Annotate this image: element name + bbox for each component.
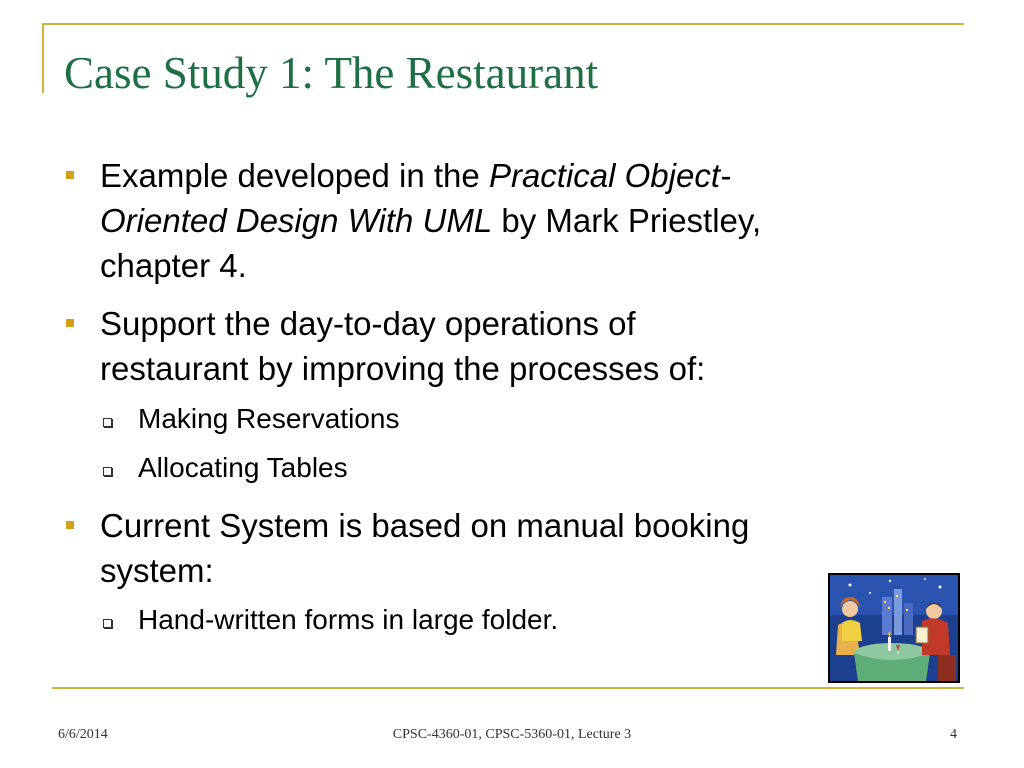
slide-title: Case Study 1: The Restaurant (64, 48, 599, 98)
bullet-1-line-2 (100, 198, 761, 243)
sub-bullet-box-icon (103, 619, 112, 628)
bullet-2-line-1: Support the day-to-day operations of (100, 305, 636, 342)
left-rule (42, 23, 44, 93)
bullet-1-text-b: by Mark Priestley, (492, 202, 762, 239)
restaurant-dinner-icon (830, 575, 958, 681)
sub-bullet-box-icon (103, 467, 112, 476)
bullet-square-icon (66, 319, 74, 327)
book-title-part-1: Practical Object- (488, 157, 732, 194)
bullet-square-icon (66, 521, 74, 529)
bullet-1-text-a: Example developed in the (100, 157, 489, 194)
bullet-1-line-1 (100, 153, 731, 198)
footer-course: CPSC-4360-01, CPSC-5360-01, Lecture 3 (392, 727, 632, 742)
bullet-3-line-1: Current System is based on manual booking (100, 507, 750, 544)
sub-bullet-hand-written-forms: Hand-written forms in large folder. (138, 604, 559, 635)
book-title-part-2: Oriented Design With UML (100, 202, 493, 239)
bullet-3-line-2: system: (100, 552, 214, 589)
bullet-1-line-3: chapter 4. (100, 247, 247, 284)
bottom-rule (52, 687, 964, 689)
footer-page-number: 4 (950, 727, 957, 742)
footer-date: 6/6/2014 (58, 727, 108, 742)
bullet-square-icon (66, 171, 74, 179)
sub-bullet-making-reservations: Making Reservations (138, 403, 400, 434)
sub-bullet-allocating-tables: Allocating Tables (138, 452, 348, 483)
restaurant-dinner-clipart (828, 573, 960, 683)
top-rule (42, 23, 964, 25)
sub-bullet-box-icon (103, 418, 112, 427)
bullet-2-line-2: restaurant by improving the processes of: (100, 350, 706, 387)
